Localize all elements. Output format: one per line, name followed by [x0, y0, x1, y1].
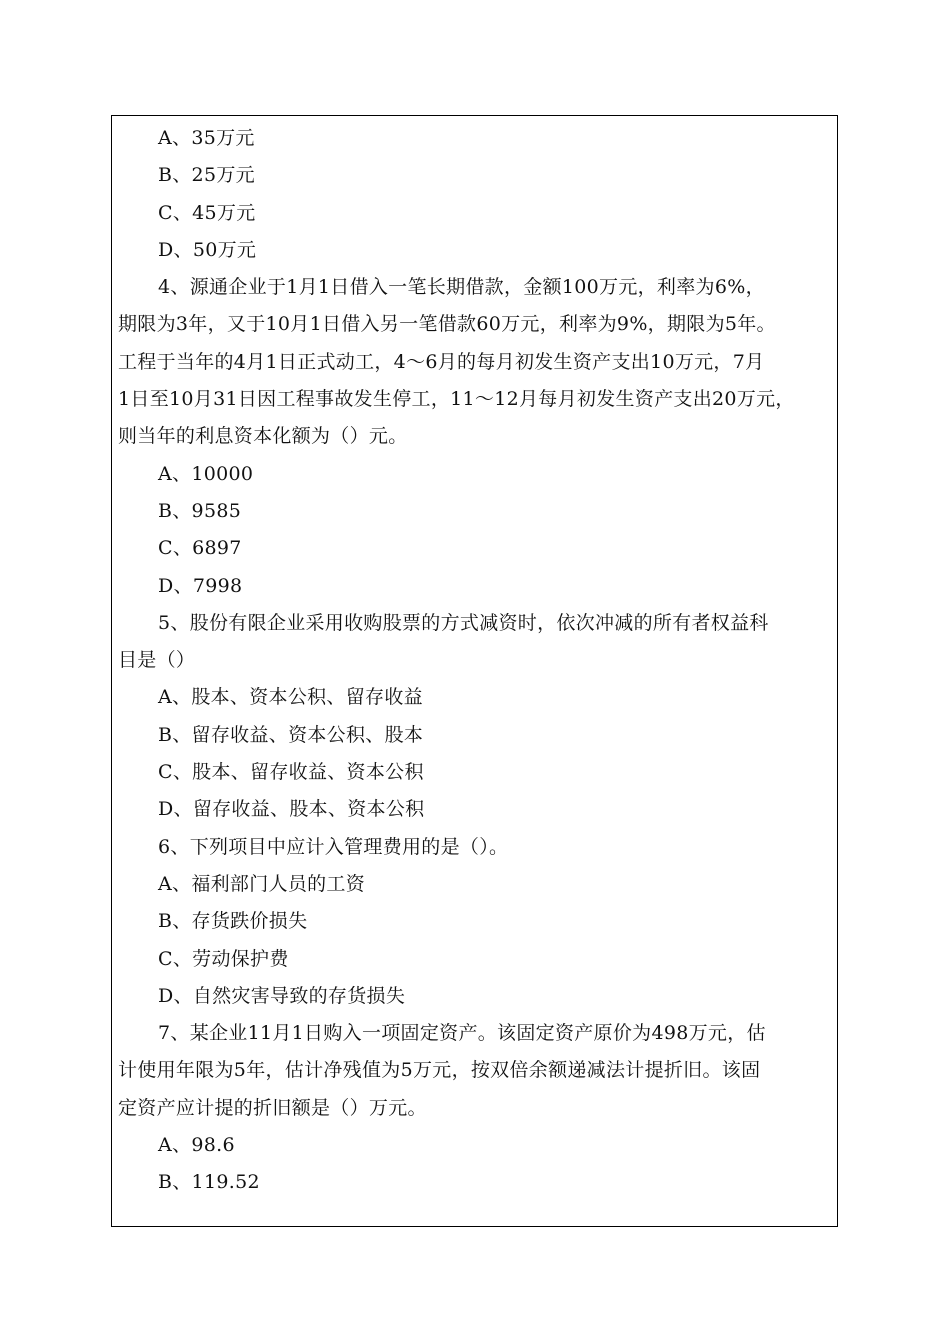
answer-option: A、98.6: [158, 1134, 235, 1157]
question-text-continued: 1日至10月31日因工程事故发生停工，11～12月每月初发生资产支出20万元，: [118, 388, 795, 411]
answer-option: D、自然灾害导致的存货损失: [158, 984, 406, 1007]
question-text-continued: 计使用年限为5年，估计净残值为5万元，按双倍余额递减法计提折旧。该固: [118, 1059, 761, 1082]
answer-option: B、9585: [158, 499, 242, 522]
answer-option: C、劳动保护费: [158, 947, 289, 970]
answer-option: D、50万元: [158, 238, 257, 261]
question-text-continued: 工程于当年的4月1日正式动工，4～6月的每月初发生资产支出10万元，7月: [118, 350, 765, 373]
answer-option: B、留存收益、资本公积、股本: [158, 723, 424, 746]
question-text-continued: 目是（）: [118, 649, 196, 672]
question-text: 4、源通企业于1月1日借入一笔长期借款，金额100万元，利率为6%，: [158, 276, 765, 299]
answer-option: B、119.52: [158, 1171, 260, 1194]
answer-option: C、股本、留存收益、资本公积: [158, 761, 424, 784]
question-text: 5、股份有限企业采用收购股票的方式减资时，依次冲减的所有者权益科: [158, 611, 769, 634]
question-text: 7、某企业11月1日购入一项固定资产。该固定资产原价为498万元，估: [158, 1022, 766, 1045]
question-content: [118, 120, 830, 1202]
answer-option: A、福利部门人员的工资: [158, 872, 366, 895]
question-text-continued: 定资产应计提的折旧额是（）万元。: [118, 1096, 427, 1119]
answer-option: B、存货跌价损失: [158, 910, 308, 933]
question-text-continued: 期限为3年，又于10月1日借入另一笔借款60万元，利率为9%，期限为5年。: [118, 313, 776, 336]
question-text-continued: 则当年的利息资本化额为（）元。: [118, 425, 408, 448]
answer-option: D、7998: [158, 574, 243, 597]
question-text: 6、下列项目中应计入管理费用的是（）。: [158, 835, 509, 858]
answer-option: C、45万元: [158, 201, 256, 224]
answer-option: B、25万元: [158, 164, 255, 187]
answer-option: D、留存收益、股本、资本公积: [158, 798, 425, 821]
answer-option: A、35万元: [158, 127, 255, 149]
answer-option: A、10000: [158, 462, 254, 485]
answer-option: A、股本、资本公积、留存收益: [158, 686, 423, 709]
answer-option: C、6897: [158, 537, 242, 560]
